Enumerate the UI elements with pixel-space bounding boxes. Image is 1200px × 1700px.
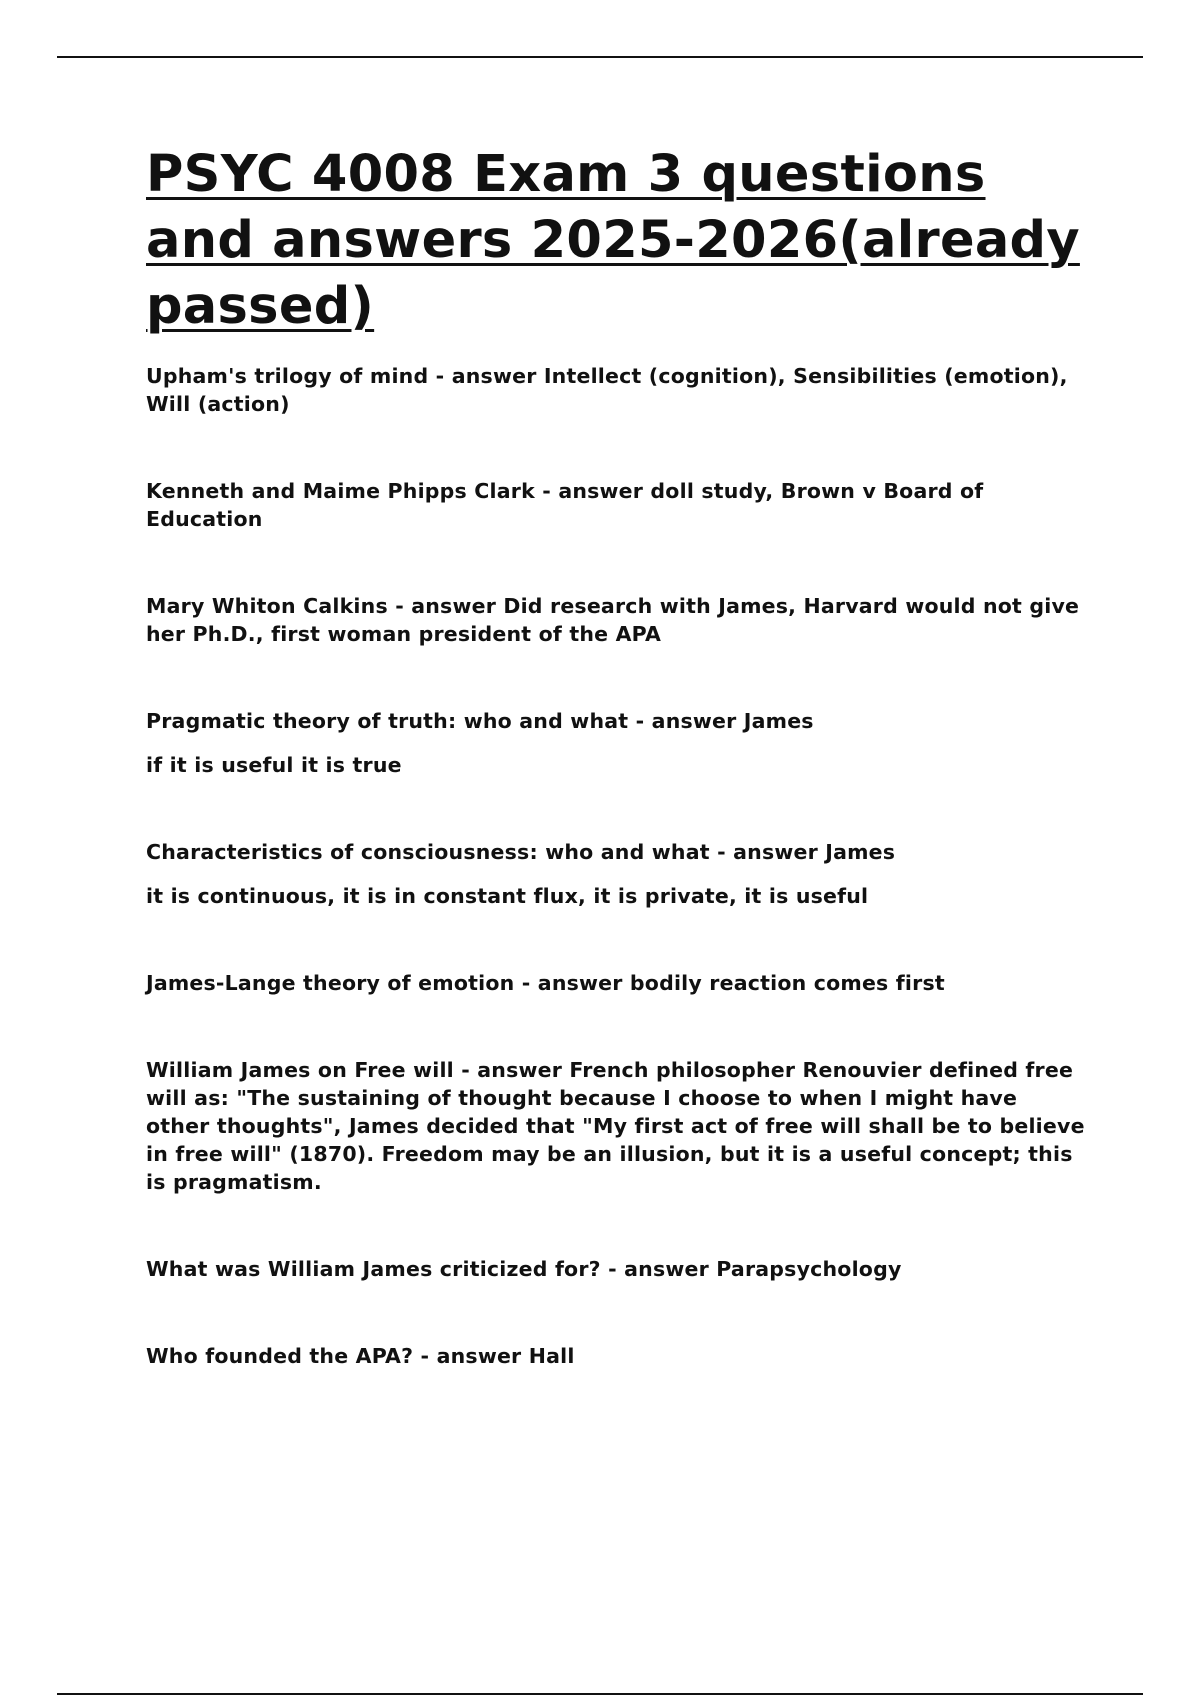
- qa-answer-detail: it is continuous, it is in constant flux, it is private, it is useful: [146, 884, 869, 908]
- qa-item: [146, 707, 1086, 779]
- qa-item: [146, 477, 1086, 533]
- qa-item: [146, 592, 1086, 648]
- qa-item: [146, 1342, 1086, 1370]
- document-body: [146, 142, 1086, 1370]
- qa-item: [146, 969, 1086, 997]
- qa-text: Pragmatic theory of truth: who and what - answer James: [146, 709, 814, 733]
- qa-text: James-Lange theory of emotion - answer bodily reaction comes first: [146, 971, 945, 995]
- qa-text: Upham's trilogy of mind - answer Intellect (cognition), Sensibilities (emotion), Will (action): [146, 364, 1068, 416]
- qa-list: [146, 362, 1086, 1370]
- qa-text: William James on Free will - answer French philosopher Renouvier defined free will as: "The sustaining of thought because I choose to when I might have other thoughts", James decided that "My first act of free will shall be to believe in free will" (1870). Freedom may be an illusion, but it is a useful concept; this is pragmatism.: [146, 1058, 1085, 1194]
- qa-text: Who founded the APA? - answer Hall: [146, 1344, 575, 1368]
- qa-item: [146, 1255, 1086, 1283]
- top-rule: [57, 56, 1143, 58]
- qa-text: Characteristics of consciousness: who and what - answer James: [146, 840, 896, 864]
- qa-text: Kenneth and Maime Phipps Clark - answer doll study, Brown v Board of Education: [146, 479, 984, 531]
- qa-text: What was William James criticized for? - answer Parapsychology: [146, 1257, 902, 1281]
- qa-item: [146, 362, 1086, 418]
- qa-text: Mary Whiton Calkins - answer Did research with James, Harvard would not give her Ph.D., first woman president of the APA: [146, 594, 1080, 646]
- qa-item: [146, 838, 1086, 910]
- qa-answer-detail: if it is useful it is true: [146, 753, 402, 777]
- document-title: PSYC 4008 Exam 3 questions and answers 2025-2026(already passed): [146, 145, 1080, 336]
- qa-item: [146, 1056, 1086, 1196]
- bottom-rule: [57, 1693, 1143, 1695]
